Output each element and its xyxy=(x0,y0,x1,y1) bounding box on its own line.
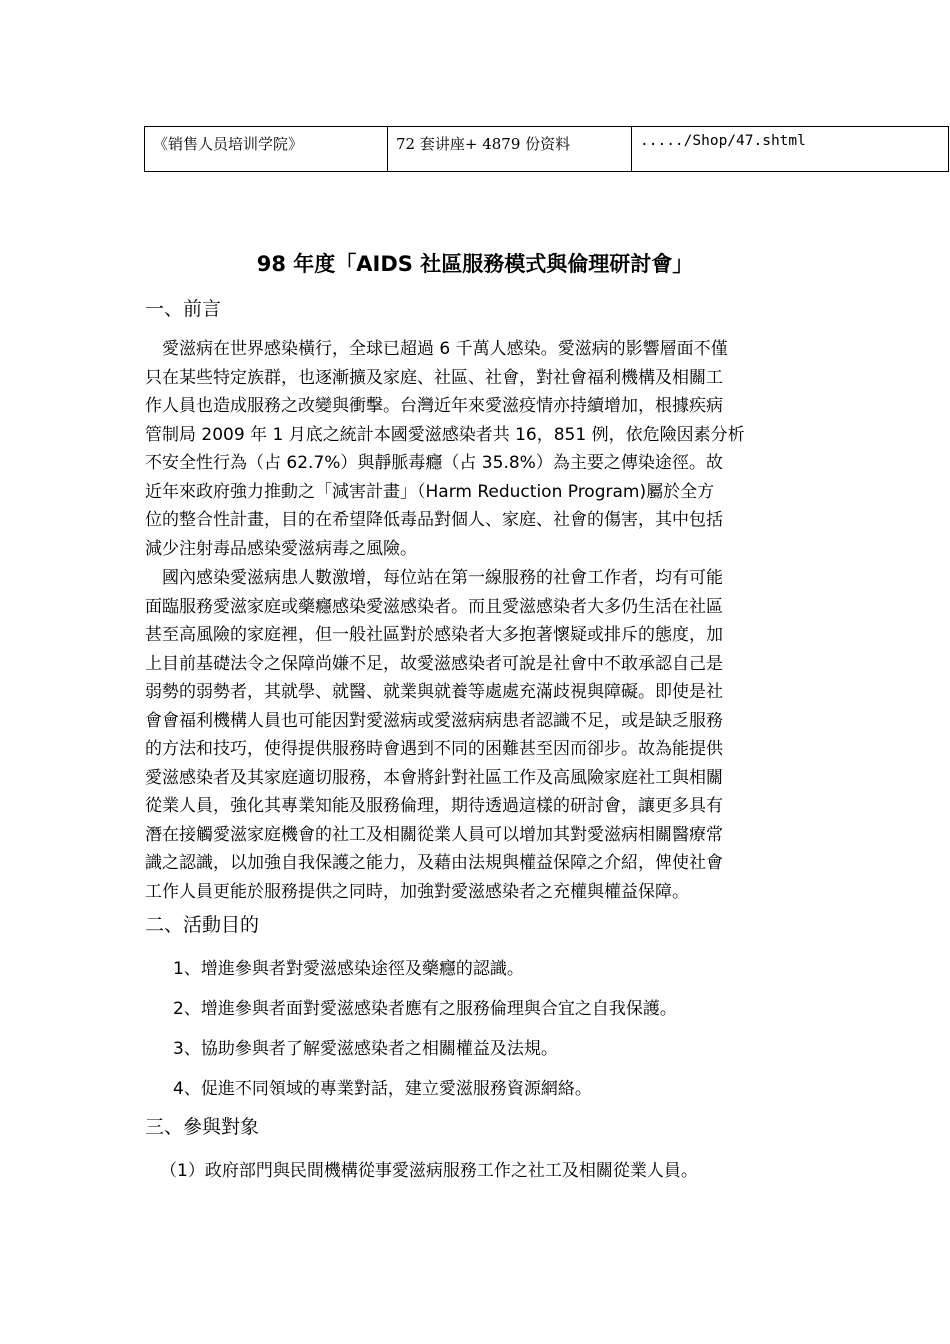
paragraph-line: 近年來政府強力推動之「減害計畫」（Harm Reduction Program)屬於全方 xyxy=(145,481,715,502)
header-cell-link[interactable]: ...../Shop/47.shtml xyxy=(632,127,949,172)
paragraph-line: 只在某些特定族群，也逐漸擴及家庭、社區、社會，對社會福利機構及相關工 xyxy=(145,367,723,388)
paragraph-line: 的方法和技巧，使得提供服務時會遇到不同的困難甚至因而卻步。故為能提供 xyxy=(145,739,723,759)
section-heading-objectives: 二、活動目的 xyxy=(145,914,260,936)
header-cell-description: 72 套讲座+ 4879 份资料 xyxy=(388,127,632,172)
paragraph-line: 不安全性行為（占 62.7%）與靜脈毒癮（占 35.8%）為主要之傳染途徑。故 xyxy=(145,453,723,473)
paragraph-line: 位的整合性計畫，目的在希望降低毒品對個人、家庭、社會的傷害，其中包括 xyxy=(145,510,723,530)
paragraph-line: 潛在接觸愛滋家庭機會的社工及相關從業人員可以增加其對愛滋病相關醫療常 xyxy=(145,824,723,845)
paragraph-line: 弱勢的弱勢者，其就學、就醫、就業與就養等處處充滿歧視與障礙。即使是社 xyxy=(145,682,723,702)
paragraph-line: 愛滋感染者及其家庭適切服務，本會將針對社區工作及高風險家庭社工與相關 xyxy=(145,767,723,788)
paragraph-line: 識之認識，以加強自我保護之能力，及藉由法規與權益保障之介紹，俾使社會 xyxy=(145,853,723,873)
paragraph-line: 愛滋病在世界感染橫行，全球已超過 6 千萬人感染。愛滋病的影響層面不僅 xyxy=(145,339,728,359)
preface-paragraph-1 xyxy=(145,335,813,563)
objective-item: 2、增進參與者面對愛滋感染者應有之服務倫理與合宜之自我保護。 xyxy=(173,999,677,1019)
section-heading-participants: 三、參與對象 xyxy=(145,1116,260,1138)
paragraph-line: 面臨服務愛滋家庭或藥癮感染愛滋感染者。而且愛滋感染者大多仍生活在社區 xyxy=(145,596,723,617)
objective-item: 4、促進不同領域的專業對話，建立愛滋服務資源網絡。 xyxy=(173,1079,592,1099)
section-heading-preface: 一、前言 xyxy=(145,298,222,320)
header-table-row xyxy=(145,127,949,172)
paragraph-line: 會會福利機構人員也可能因對愛滋病或愛滋病病患者認識不足，或是缺乏服務 xyxy=(145,710,723,731)
header-table xyxy=(144,126,949,172)
paragraph-line: 國內感染愛滋病患人數激增，每位站在第一線服務的社會工作者，均有可能 xyxy=(145,568,723,588)
preface-paragraph-2 xyxy=(145,564,813,906)
document-title: 98 年度「AIDS 社區服務模式與倫理研討會」 xyxy=(256,252,694,276)
paragraph-line: 減少注射毒品感染愛滋病毒之風險。 xyxy=(145,538,417,559)
paragraph-line: 工作人員更能於服務提供之同時，加強對愛滋感染者之充權與權益保障。 xyxy=(145,881,689,902)
participant-item: （1）政府部門與民間機構從事愛滋病服務工作之社工及相關從業人員。 xyxy=(160,1161,698,1181)
paragraph-line: 作人員也造成服務之改變與衝擊。台灣近年來愛滋疫情亦持續增加，根據疾病 xyxy=(145,396,723,416)
paragraph-line: 從業人員，強化其專業知能及服務倫理，期待透過這樣的研討會，讓更多具有 xyxy=(145,796,723,816)
header-cell-title: 《销售人员培训学院》 xyxy=(145,127,388,172)
paragraph-line: 甚至高風險的家庭裡，但一般社區對於感染者大多抱著懷疑或排斥的態度，加 xyxy=(145,625,723,645)
paragraph-line: 管制局 2009 年 1 月底之統計本國愛滋感染者共 16，851 例，依危險因素分析 xyxy=(145,424,745,445)
objective-item: 3、協助參與者了解愛滋感染者之相關權益及法規。 xyxy=(173,1039,558,1059)
objective-item: 1、增進參與者對愛滋感染途徑及藥癮的認識。 xyxy=(173,959,524,979)
paragraph-line: 上目前基礎法令之保障尚嫌不足，故愛滋感染者可說是社會中不敢承認自己是 xyxy=(145,653,723,674)
